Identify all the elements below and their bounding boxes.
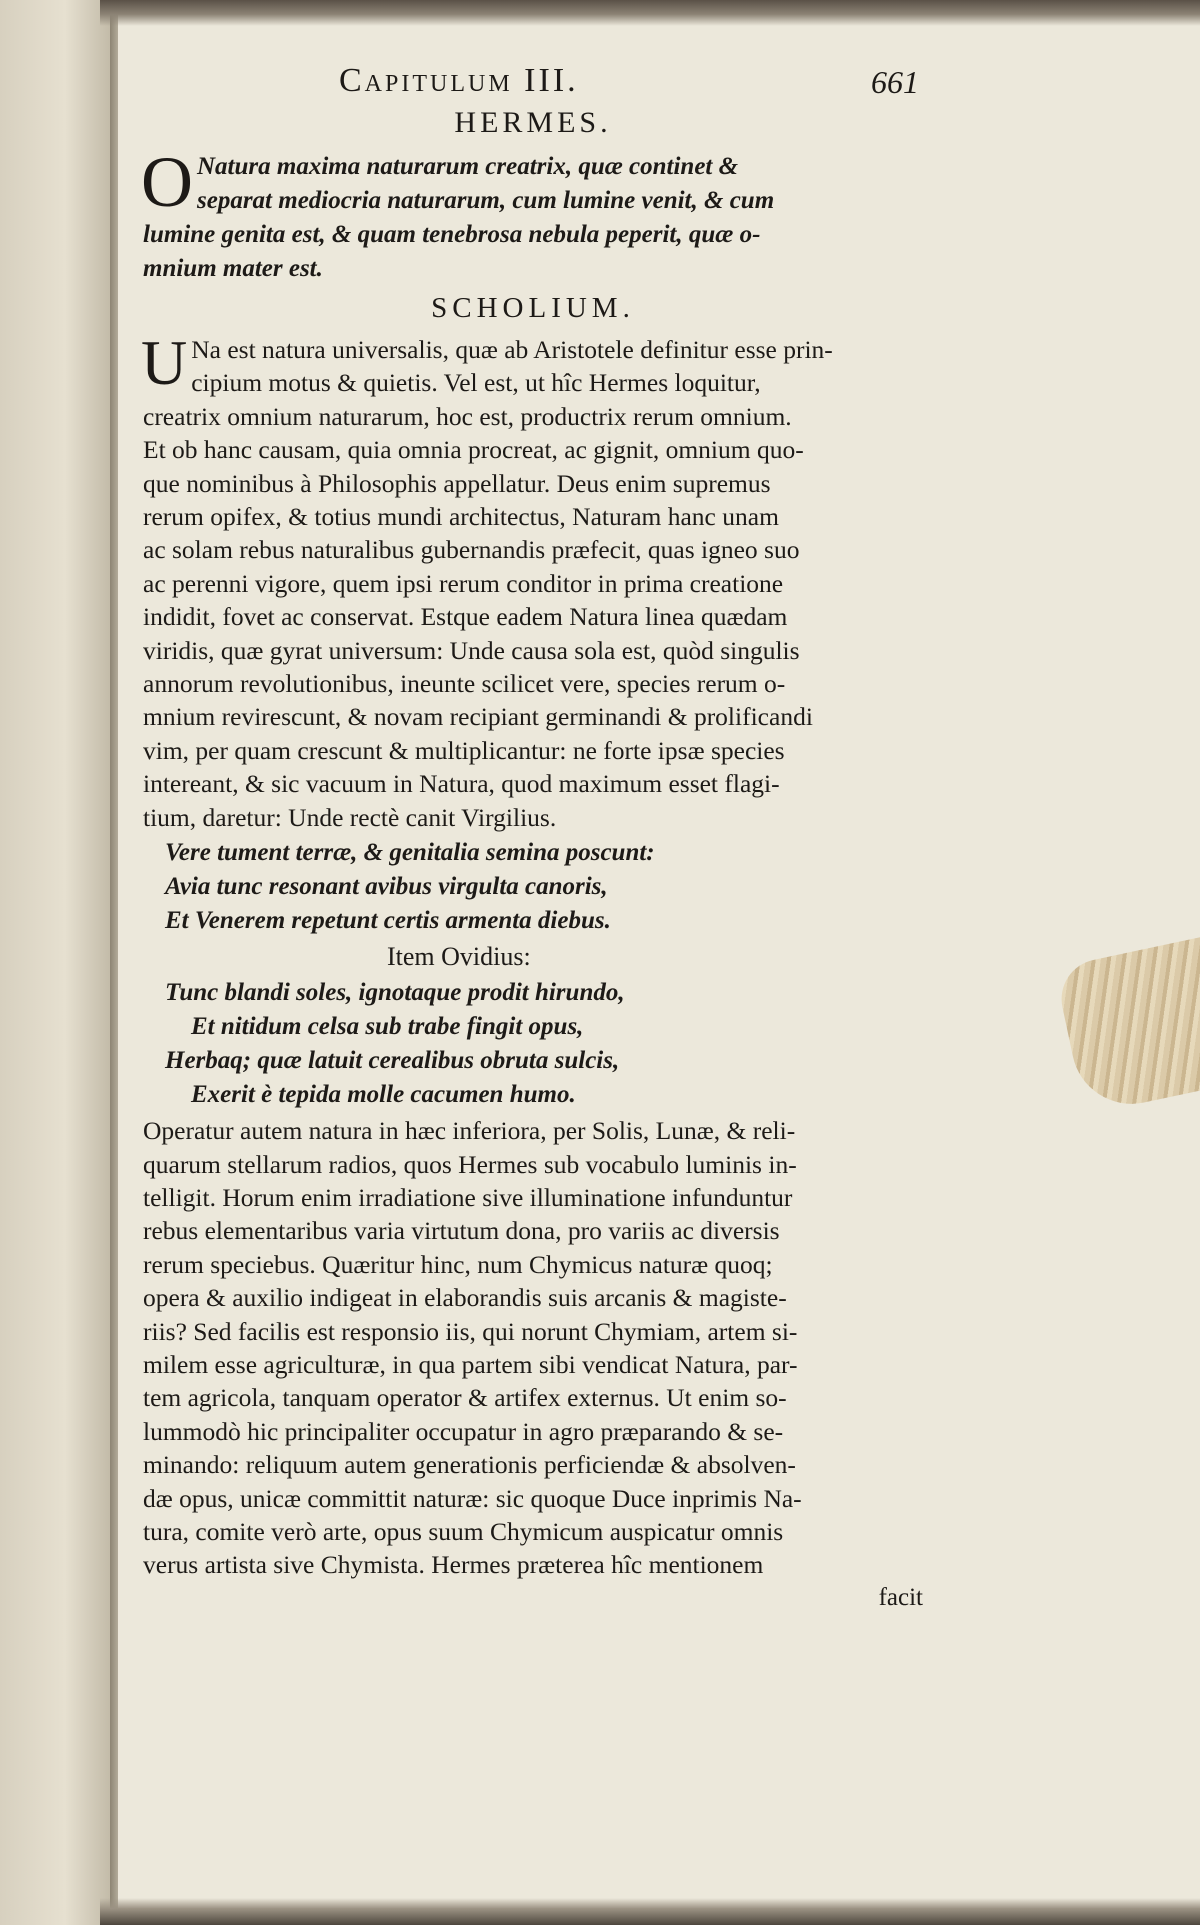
verse-line: Et nitidum celsa sub trabe fingit opus, [191,1013,584,1041]
text-line: Na est natura universalis, quæ ab Aristotele definitur esse prin- [191,335,833,364]
section-heading: HERMES. [454,106,612,139]
text-line: Et ob hanc causam, quia omnia procreat, ac gignit, omnium quo- [143,435,804,465]
text-line: ac perenni vigore, quem ipsi rerum conditor in prima creatione [143,568,784,598]
text-line: ac solam rebus naturalibus gubernandis præfecit, quas igneo suo [143,535,800,565]
top-edge-shadow [100,0,1200,26]
item-ovidius: Item Ovidius: [387,942,531,972]
text-line: quarum stellarum radios, quos Hermes sub vocabulo luminis in- [143,1149,797,1179]
text-line: rerum opifex, & totius mundi architectus, Naturam hanc unam [143,502,779,532]
running-head [143,62,923,106]
text-line: milem esse agriculturæ, in qua partem sibi vendicat Natura, par- [143,1349,798,1379]
verse-line: Exerit è tepida molle cacumen humo. [191,1081,576,1109]
text-line: rebus elementaribus varia virtutum dona, pro variis ac diversis [143,1216,780,1246]
hermes-quote [141,142,923,286]
dropcap-o: O [141,142,193,222]
text-line: Operatur autem natura in hæc inferiora, per Solis, Lunæ, & reli- [143,1116,796,1146]
running-head-title: Capitulum III. [339,62,579,99]
text-line: creatrix omnium naturarum, hoc est, productrix rerum omnium. [143,401,792,431]
text-line: verus artista sive Chymista. Hermes præterea hîc mentionem [143,1550,764,1580]
text-line: opera & auxilio indigeat in elaborandis suis arcanis & magiste- [143,1283,787,1313]
verse-line: Et Venerem repetunt certis armenta diebus. [165,907,611,935]
facing-page-edge [0,0,118,1925]
text-line: tium, daretur: Unde rectè canit Virgilius. [143,802,557,832]
bottom-edge-shadow [100,1898,1200,1925]
virgil-verse [143,836,923,938]
text-line: tem agricola, tanquam operator & artifex externus. Ut enim so- [143,1383,787,1413]
page-number: 661 [871,64,919,100]
text-line: mnium revirescunt, & novam recipiant germinandi & prolificandi [143,702,813,732]
text-line: minando: reliquum autem generationis perficiendæ & absolven- [143,1450,796,1480]
ovid-verse [143,976,923,1112]
scholium-text [141,327,923,834]
text-line: viridis, quæ gyrat universum: Unde causa sola est, quòd singulis [143,635,800,665]
verse-line: Vere tument terræ, & genitalia semina poscunt: [165,839,655,867]
verse-line: Avia tunc resonant avibus virgulta canoris, [165,873,608,901]
text-line: vim, per quam crescunt & multiplicantur: ne forte ipsæ species [143,735,785,765]
text-line: lummodò hic principaliter occupatur in agro præparando & se- [143,1416,784,1446]
quote-line: lumine genita est, & quam tenebrosa nebula peperit, quæ o- [143,221,761,248]
text-line: cipium motus & quietis. Vel est, ut hîc Hermes loquitur, [191,368,761,398]
catchword: facit [878,1583,923,1611]
page-text [143,62,923,1614]
quote-line: separat mediocria naturarum, cum lumine venit, & cum [197,187,775,214]
text-line: rerum speciebus. Quæritur hinc, num Chymicus naturæ quoq; [143,1249,773,1279]
dropcap-u: U [141,327,188,398]
text-line: telligit. Horum enim irradiatione sive illuminatione infunduntur [143,1182,793,1212]
text-line: dæ opus, unicæ committit naturæ: sic quoque Duce inprimis Na- [143,1483,802,1513]
text-line: intereant, & sic vacuum in Natura, quod maximum esset flagi- [143,769,780,799]
text-line: annorum revolutionibus, ineunte scilicet vere, species rerum o- [143,669,786,699]
text-line: riis? Sed facilis est responsio iis, qui norunt Chymiam, artem si- [143,1316,798,1346]
verse-line: Herbaq; quæ latuit cerealibus obruta sulcis, [165,1047,620,1075]
closing-text [143,1114,923,1582]
text-line: indidit, fovet ac conservat. Estque eadem Natura linea quædam [143,602,788,632]
text-line: tura, comite verò arte, opus suum Chymicum auspicatur omnis [143,1516,784,1546]
text-line: que nominibus à Philosophis appellatur. Deus enim supremus [143,468,771,498]
scholium-heading: SCHOLIUM. [431,292,635,324]
quote-line: Natura maxima naturarum creatrix, quæ continet & [197,153,739,180]
verse-line: Tunc blandi soles, ignotaque prodit hirundo, [165,979,625,1007]
quote-line: mnium mater est. [143,255,323,282]
